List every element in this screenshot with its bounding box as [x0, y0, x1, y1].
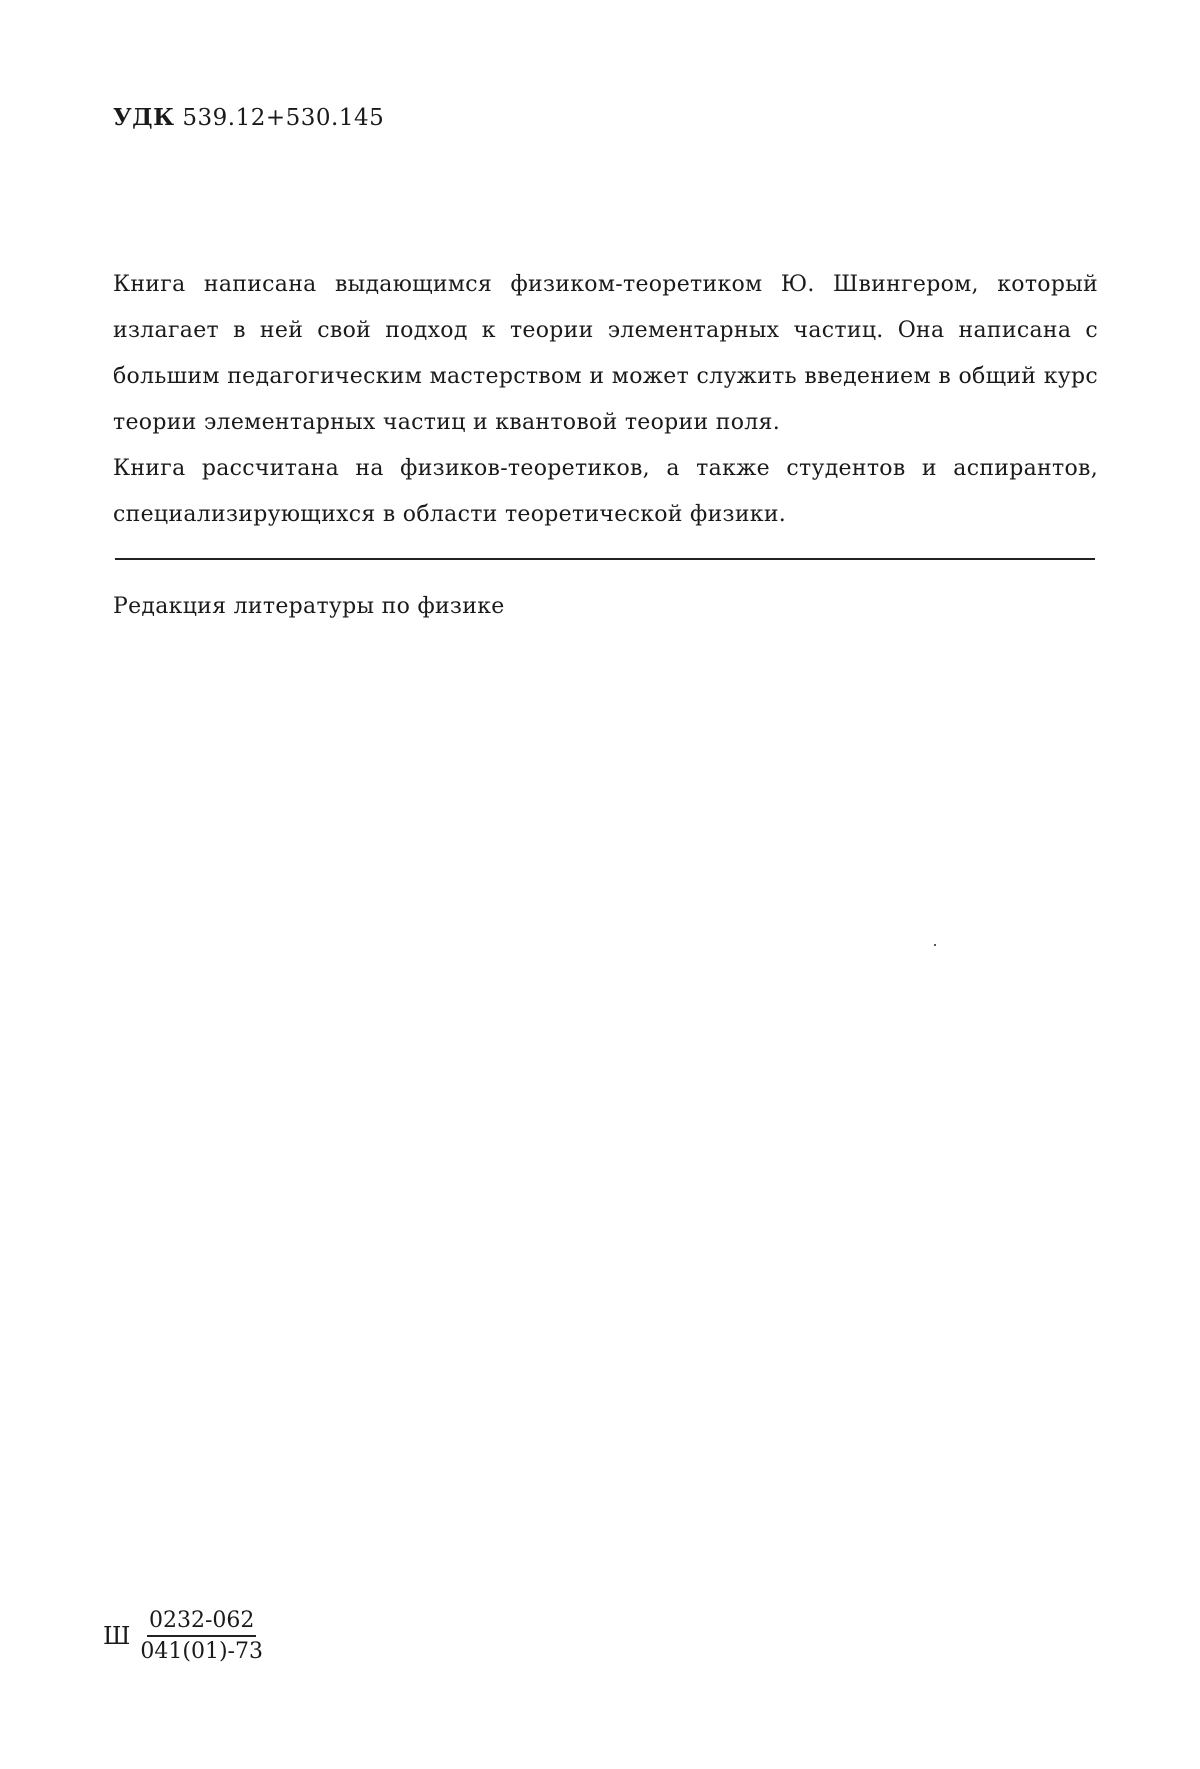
print-speck: [934, 944, 936, 946]
index-denominator: 041(01)-73: [140, 1639, 263, 1664]
editorial-office: Редакция литературы по физике: [113, 594, 505, 619]
abstract-paragraph-1: Книга написана выдающимся физиком-теоретиком Ю. Швингером, который излагает в ней свой подход к теории элементарных частиц. Она написана с большим педагогическим мастерством и может служить введением в общий курс теории элементарных частиц и квантовой теории поля.: [113, 272, 1098, 435]
book-abstract: [113, 262, 1098, 538]
udk-code: 539.12+530.145: [182, 105, 385, 131]
index-numerator: 0232-062: [147, 1608, 256, 1637]
divider-rule: [115, 558, 1095, 560]
abstract-paragraph-2: Книга рассчитана на физиков-теоретиков, а также студентов и аспирантов, специализирующихся в области теоретической физики.: [113, 456, 1098, 527]
udk-label: УДК: [113, 104, 175, 131]
index-fraction: [138, 1608, 265, 1664]
index-series-letter: Ш: [103, 1622, 131, 1650]
udk-classification: [113, 104, 384, 131]
publisher-index: [103, 1608, 265, 1664]
